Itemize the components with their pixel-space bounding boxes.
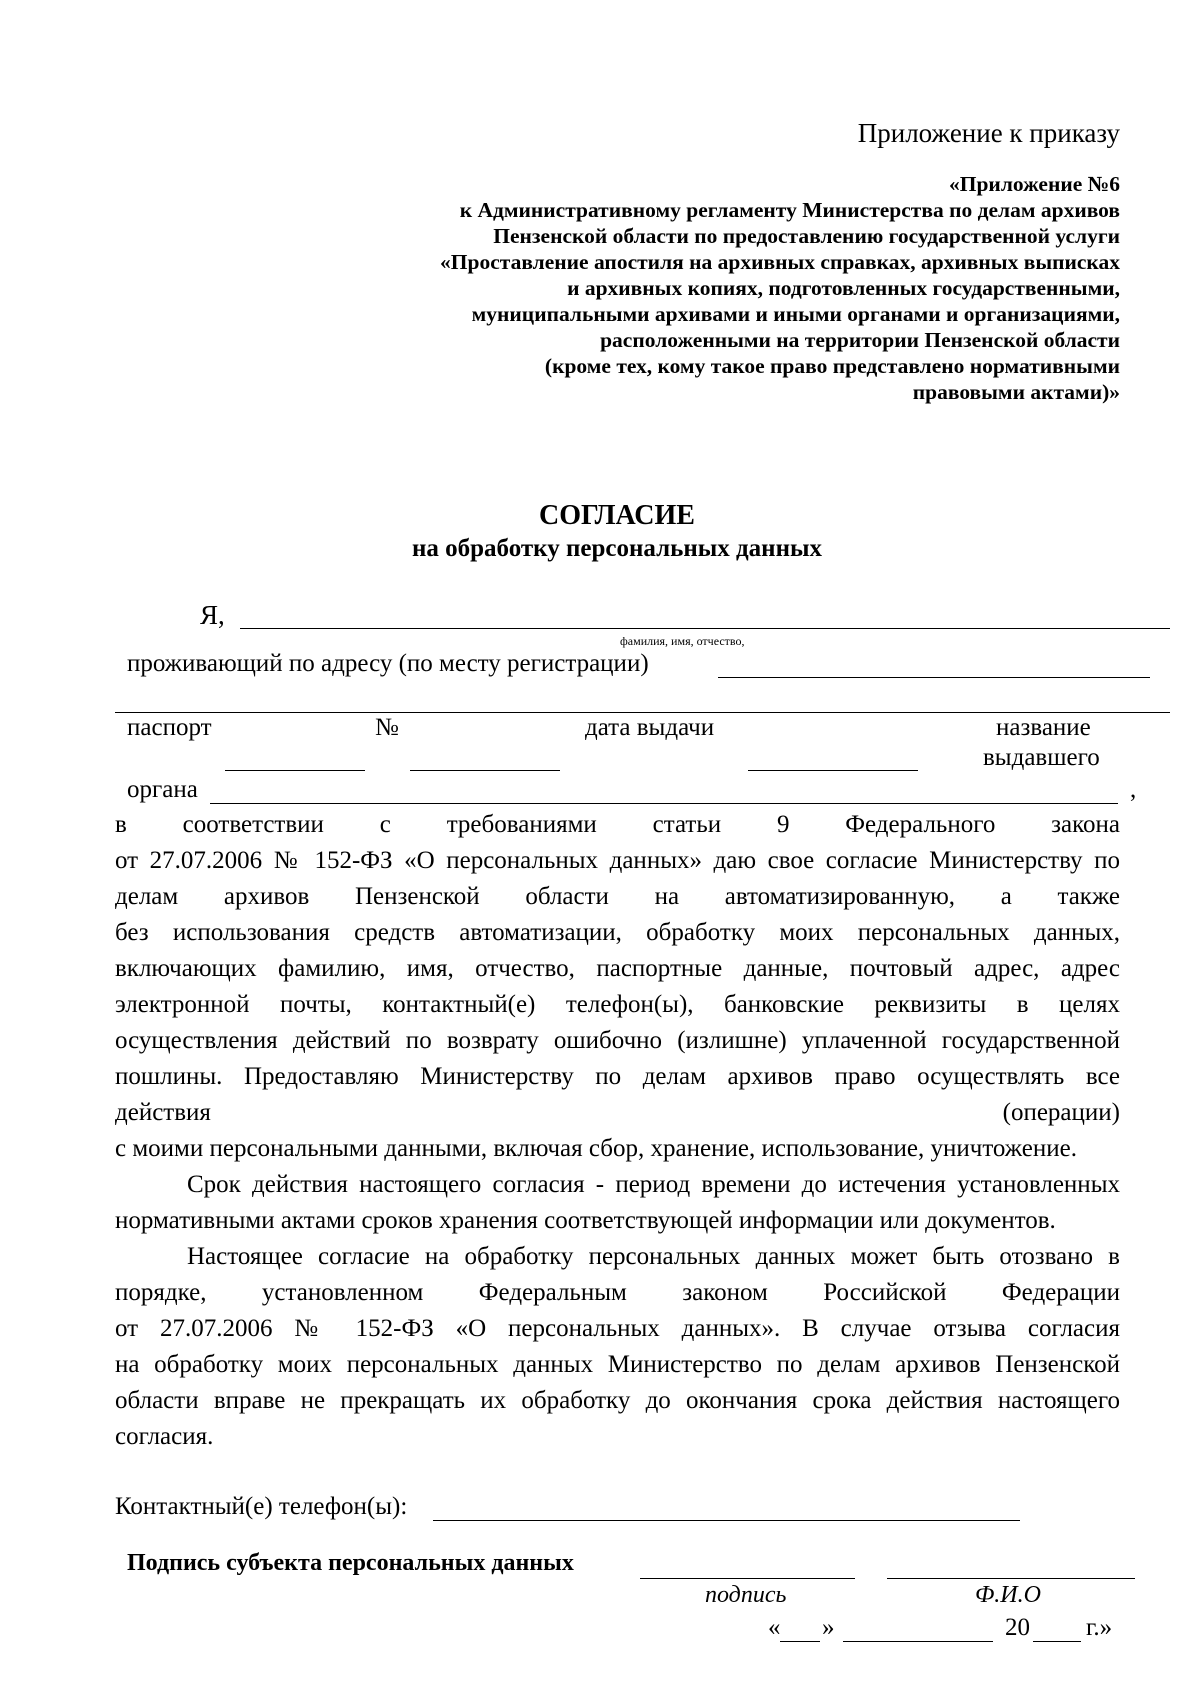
consent-paragraph-line: действия (операции) <box>115 1099 1120 1126</box>
date-close-quote: » <box>822 1614 835 1641</box>
i-label: Я, <box>200 600 225 630</box>
appendix-to-order: Приложение к приказу <box>857 118 1120 148</box>
regulation-header-line: к Административному регламенту Министерства по делам архивов <box>459 198 1120 222</box>
organ-label: органа <box>127 776 198 803</box>
date-open-quote: « <box>768 1614 781 1641</box>
document-title: СОГЛАСИЕ <box>539 500 695 531</box>
revocation-paragraph-line: порядке, установленном Федеральным законом Российской Федерации <box>115 1279 1120 1306</box>
organ-comma: , <box>1130 776 1137 803</box>
consent-paragraph-line: делам архивов Пензенской области на автоматизированную, а также <box>115 883 1120 910</box>
passport-series-field[interactable] <box>225 770 365 771</box>
date-year-field[interactable] <box>1033 1641 1081 1642</box>
regulation-header-line: правовыми актами)» <box>912 380 1120 404</box>
issuer-label: выдавшего <box>983 744 1100 771</box>
revocation-paragraph-line: от 27.07.2006 № 152-ФЗ «О персональных данных». В случае отзыва согласия <box>115 1315 1120 1342</box>
consent-paragraph-line: от 27.07.2006 № 152-ФЗ «О персональных данных» даю свое согласие Министерству по <box>115 847 1120 874</box>
fio-caption: фамилия, имя, отчество, <box>620 634 745 648</box>
validity-paragraph-line: нормативными актами сроков хранения соответствующей информации или документов. <box>115 1207 1056 1234</box>
address-field[interactable] <box>718 677 1150 678</box>
passport-number-field[interactable] <box>410 770 560 771</box>
consent-paragraph-line: без использования средств автоматизации, обработку моих персональных данных, <box>115 919 1120 946</box>
revocation-paragraph-line: области вправе не прекращать их обработку до окончания срока действия настоящего <box>115 1387 1120 1414</box>
consent-paragraph-line: электронной почты, контактный(е) телефон(ы), банковские реквизиты в целях <box>115 991 1120 1018</box>
regulation-header-line: Пензенской области по предоставлению государственной услуги <box>493 224 1120 248</box>
regulation-header-line: муниципальными архивами и иными органами и организациями, <box>471 302 1120 326</box>
fio-field[interactable] <box>240 628 1170 629</box>
passport-number-label: № <box>375 714 399 741</box>
consent-paragraph-line: в соответствии с требованиями статьи 9 Федерального закона <box>115 811 1120 838</box>
regulation-header-line: и архивных копиях, подготовленных государственными, <box>567 276 1120 300</box>
revocation-paragraph-line: Настоящее согласие на обработку персональных данных может быть отозвано в <box>187 1243 1120 1270</box>
passport-label: паспорт <box>127 714 212 741</box>
date-month-field[interactable] <box>843 1641 993 1642</box>
date-day-field[interactable] <box>780 1641 820 1642</box>
validity-paragraph-line: Срок действия настоящего согласия - период времени до истечения установленных <box>187 1171 1120 1198</box>
signature-caption: подпись <box>705 1582 787 1608</box>
consent-paragraph-line: с моими персональными данными, включая сбор, хранение, использование, уничтожение. <box>115 1135 1077 1162</box>
document-subtitle: на обработку персональных данных <box>412 535 822 562</box>
revocation-paragraph-line: согласия. <box>115 1423 214 1450</box>
signature-field[interactable] <box>640 1578 855 1579</box>
fio-signature-caption: Ф.И.О <box>975 1582 1041 1608</box>
signature-label: Подпись субъекта персональных данных <box>127 1550 574 1576</box>
issue-date-label: дата выдачи <box>585 714 715 741</box>
regulation-header-line: расположенными на территории Пензенской области <box>600 328 1120 352</box>
revocation-paragraph-line: на обработку моих персональных данных Министерство по делам архивов Пензенской <box>115 1351 1120 1378</box>
regulation-header-line: «Приложение №6 <box>949 172 1120 196</box>
phones-label: Контактный(е) телефон(ы): <box>115 1493 408 1520</box>
phones-field[interactable] <box>433 1520 1020 1521</box>
address-field-line2[interactable] <box>115 712 1170 713</box>
issue-date-field[interactable] <box>748 770 918 771</box>
regulation-header-line: «Проставление апостиля на архивных справках, архивных выписках <box>440 250 1120 274</box>
consent-paragraph-line: включающих фамилию, имя, отчество, паспортные данные, почтовый адрес, адрес <box>115 955 1120 982</box>
address-label: проживающий по адресу (по месту регистрации) <box>127 650 649 677</box>
issuing-organ-field[interactable] <box>210 803 1118 804</box>
consent-paragraph-line: пошлины. Предоставляю Министерству по делам архивов право осуществлять все <box>115 1063 1120 1090</box>
consent-paragraph-line: осуществления действий по возврату ошибочно (излишне) уплаченной государственной <box>115 1027 1120 1054</box>
signature-fio-field[interactable] <box>887 1578 1135 1579</box>
issuer-name-label: название <box>996 714 1091 741</box>
date-year-suffix: г.» <box>1086 1614 1113 1641</box>
regulation-header-line: (кроме тех, кому такое право представлено нормативными <box>544 354 1120 378</box>
date-year-prefix: 20 <box>1005 1614 1030 1641</box>
